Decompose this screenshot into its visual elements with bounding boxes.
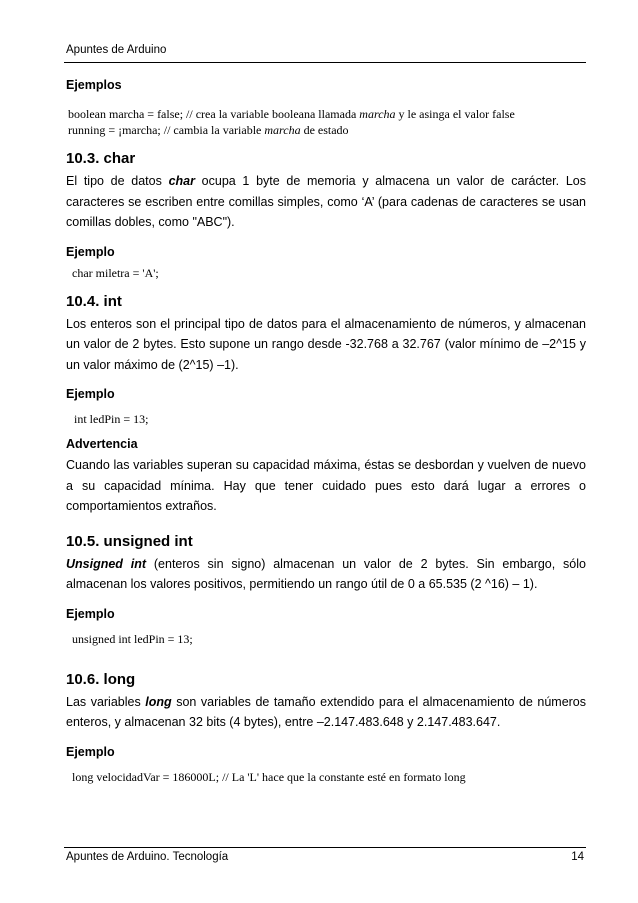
code-text: running = ¡marcha; // cambia la variable [68, 123, 265, 137]
int-paragraph: Los enteros son el principal tipo de datos para el almacenamiento de números, y almacenan un valor de 2 bytes. Esto supone un rango desde -32.768 a 32.767 (valor mínimo de –2^15 y un valor máximo de (2^15) –1). [66, 316, 586, 372]
unsigned-int-paragraph [66, 554, 586, 595]
unsigned-example-code: unsigned int ledPin = 13; [72, 631, 193, 646]
ejemplos-code-block [68, 106, 586, 138]
para-text: son variables de tamaño extendido para el almacenamiento de números enteros, y almacenan 32 bits (4 bytes), entre –2.147.483.648 y 2.147.483.647. [66, 694, 587, 729]
warning-paragraph: Cuando las variables superan su capacidad máxima, éstas se desbordan y vuelven de nuevo a su capacidad mínima. Hay que tener cuidado pues esto dará lugar a errores o comportamientos extraños. [66, 458, 586, 513]
page-number: 14 [571, 851, 584, 863]
para-text: (enteros sin signo) almacenan un valor de 2 bytes. Sin embargo, sólo almacenan los valores positivos, permitiendo un rango útil de 0 a 65.535 (2 ^16) – 1). [66, 556, 586, 591]
para-text: ocupa 1 byte de memoria y almacena un valor de carácter. Los caracteres se escriben entre comillas simples, como ‘A’ (para cadenas de caracteres se usan comillas dobles, como "ABC"). [66, 174, 586, 229]
char-paragraph [66, 171, 586, 233]
code-line-boolean [68, 106, 586, 122]
page-content [66, 76, 586, 785]
section-heading-int: 10.4. int [66, 292, 122, 310]
footer-divider [64, 847, 586, 848]
para-text: Las variables [66, 694, 146, 709]
int-example-code: int ledPin = 13; [74, 412, 149, 426]
para-emphasis: long [145, 694, 172, 709]
code-text: boolean marcha = false; // crea la variable booleana llamada [68, 107, 360, 121]
section-heading-long: 10.6. long [66, 670, 136, 688]
warning-heading: Advertencia [66, 437, 138, 451]
para-text: El tipo de datos [66, 174, 169, 188]
code-line-running [68, 122, 586, 138]
char-example-code: char miletra = 'A'; [72, 265, 159, 280]
para-emphasis: char [168, 174, 195, 188]
section-heading-unsigned-int: 10.5. unsigned int [66, 532, 193, 550]
footer-text: Apuntes de Arduino. Tecnología [66, 851, 229, 863]
char-example-heading: Ejemplo [66, 244, 115, 259]
header-divider [64, 62, 586, 63]
code-text: y le asinga el valor false [395, 107, 515, 121]
int-example-heading: Ejemplo [66, 387, 115, 401]
ejemplos-heading: Ejemplos [66, 78, 122, 92]
code-emphasis: marcha [264, 123, 301, 137]
section-heading-char: 10.3. char [66, 150, 136, 167]
para-emphasis: Unsigned int [66, 556, 147, 571]
running-header: Apuntes de Arduino [66, 44, 167, 56]
long-paragraph [66, 692, 586, 733]
unsigned-example-heading: Ejemplo [66, 606, 115, 621]
code-text: de estado [300, 123, 349, 137]
code-emphasis: marcha [359, 107, 396, 121]
long-example-code: long velocidadVar = 186000L; // La 'L' hace que la constante esté en formato long [72, 769, 466, 784]
long-example-heading: Ejemplo [66, 744, 115, 759]
